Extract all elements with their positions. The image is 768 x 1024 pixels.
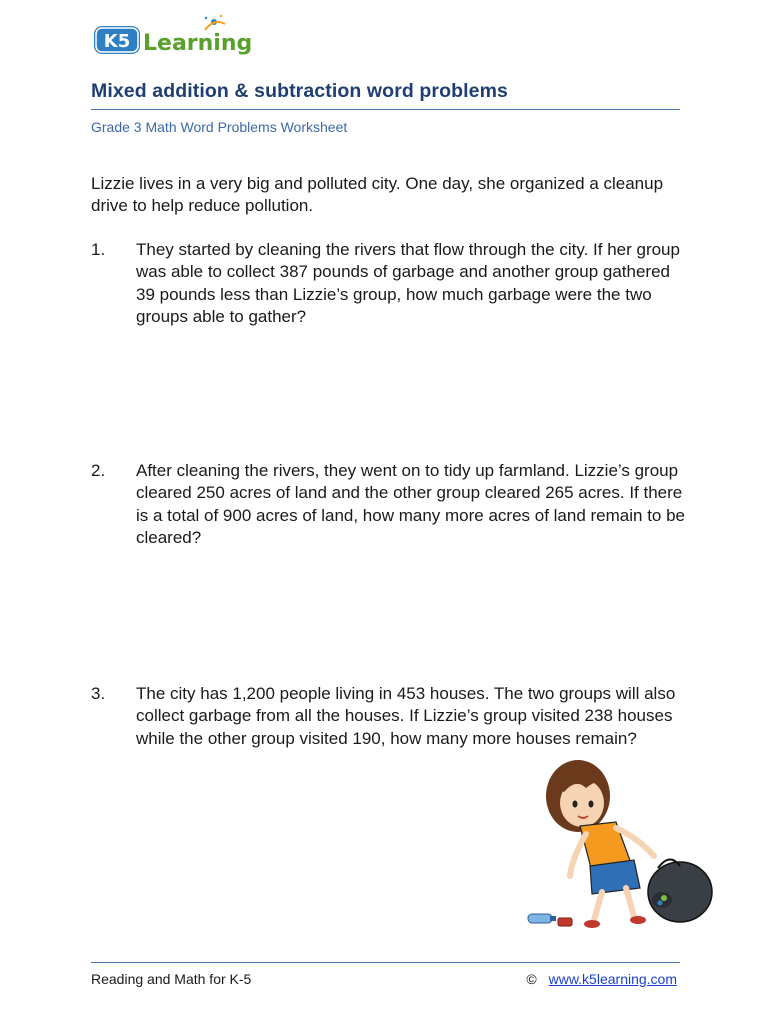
website-link[interactable]: www.k5learning.com (548, 971, 677, 987)
copyright-symbol: © (526, 971, 537, 987)
problem-1 (91, 239, 691, 328)
svg-text:Learning: Learning (143, 31, 253, 56)
problem-number: 2. (91, 461, 106, 480)
problem-text: They started by cleaning the rivers that flow through the city. If her group was able to collect 387 pounds of garbage and another group gathered 39 pounds less than Lizzie’s group, how much garbage were the two groups able to gather? (136, 240, 680, 326)
problem-text: The city has 1,200 people living in 453 houses. The two groups will also collect garbage from all the houses. If Lizzie’s group visited 238 houses while the other group visited 190, how many more houses remain? (136, 684, 676, 748)
intro-paragraph: Lizzie lives in a very big and polluted city. One day, she organized a cleanup drive to help reduce pollution. (91, 174, 664, 216)
problem-2 (91, 460, 691, 549)
worksheet-title: Mixed addition & subtraction word problems (91, 80, 508, 102)
problem-number: 3. (91, 684, 106, 703)
svg-text:K5: K5 (103, 31, 131, 52)
problem-3 (91, 683, 691, 750)
girl-collecting-garbage-illustration (520, 748, 720, 938)
k5-learning-logo (93, 14, 263, 58)
problem-text: After cleaning the rivers, they went on to tidy up farmland. Lizzie’s group cleared 250 acres of land and the other group cleared 265 acres. If there is a total of 900 acres of land, how many more acres of land remain to be cleared? (136, 461, 686, 547)
footer-website (526, 971, 677, 987)
worksheet-subtitle: Grade 3 Math Word Problems Worksheet (91, 119, 348, 135)
header-divider (91, 109, 680, 110)
footer-divider (91, 962, 680, 963)
problem-number: 1. (91, 240, 106, 259)
footer-tagline: Reading and Math for K-5 (91, 971, 252, 987)
